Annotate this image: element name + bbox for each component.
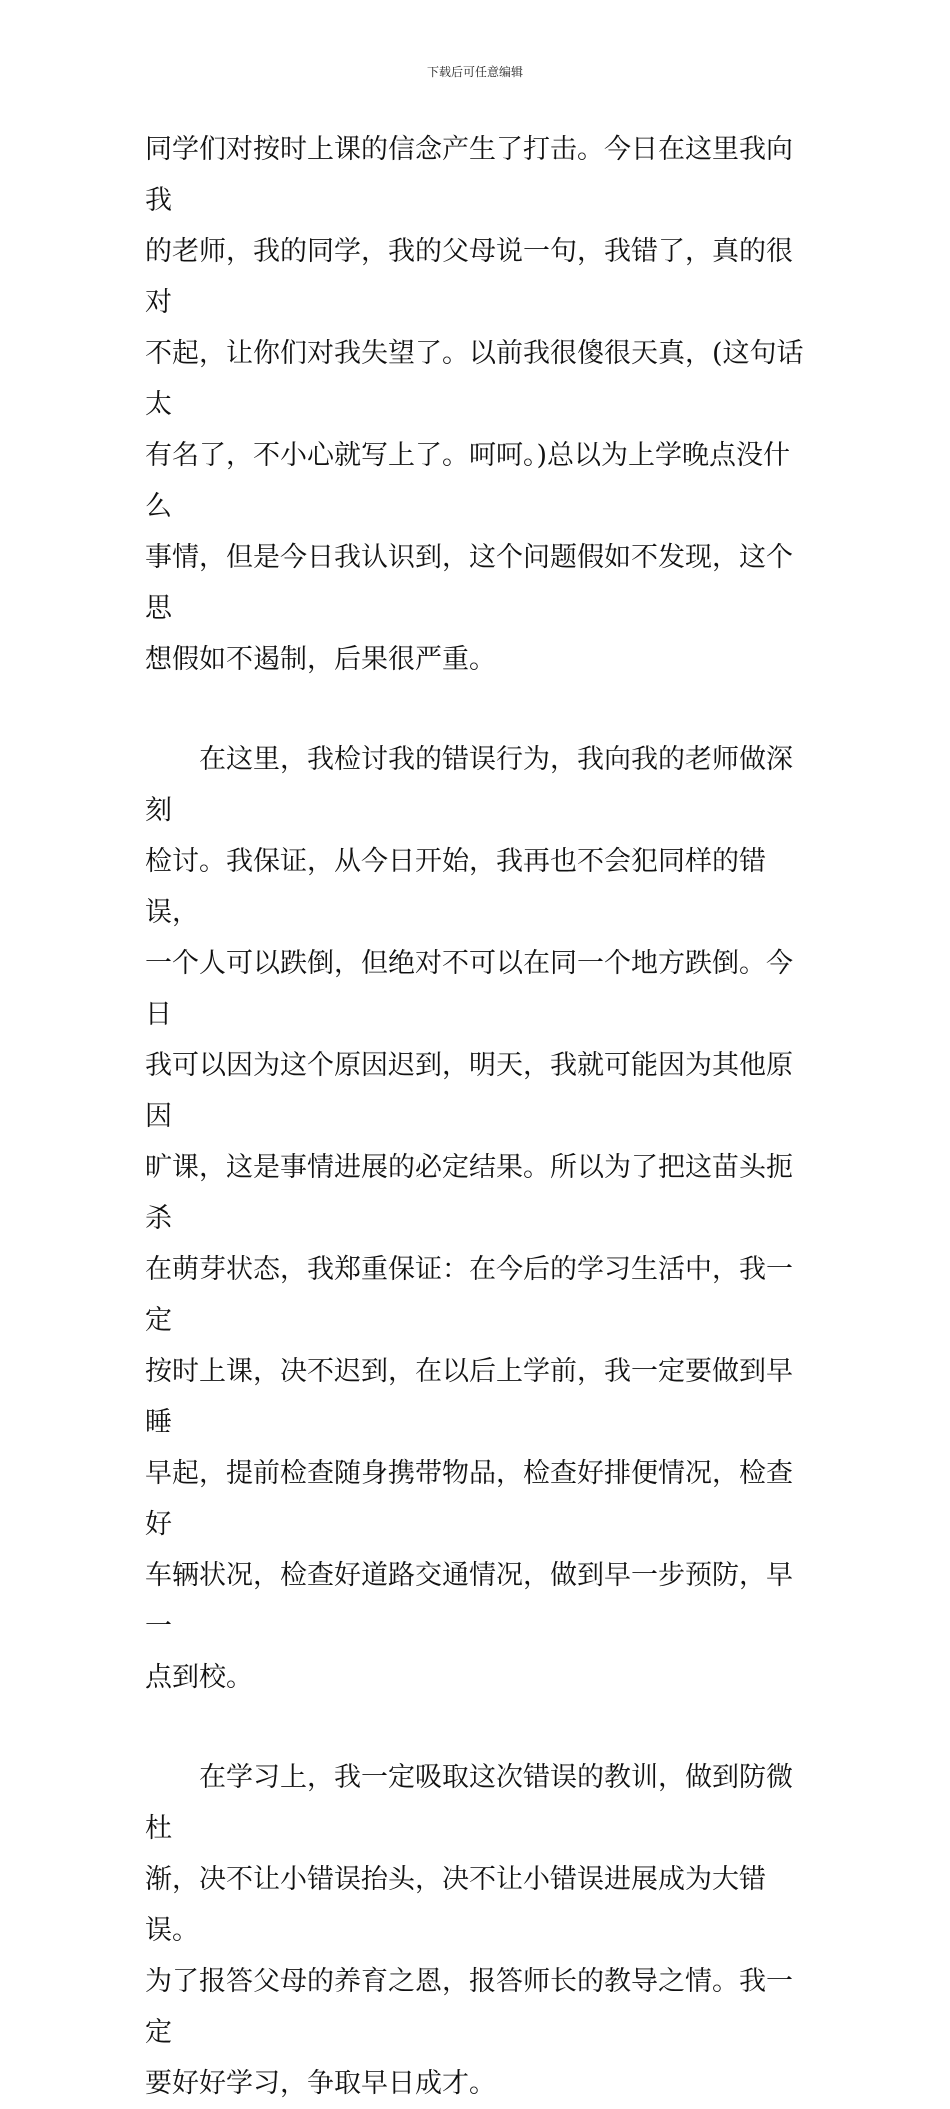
paragraph-2: 在这里，我检讨我的错误行为，我向我的老师做深刻 检讨。我保证，从今日开始，我再也不会犯同样的错误， 一个人可以跌倒，但绝对不可以在同一个地方跌倒。今日 我可以因为这个原因迟到，明天，我就可能因为其他原因 旷课，这是事情进展的必定结果。所以为了把这苗头扼杀 在萌芽状态，我郑重保证：在今后的学习生活中，我一定 按时上课，决不迟到，在以后上学前，我一定要做到早睡 早起，提前检查随身携带物品，检查好排便情况，检查好 车辆状况，检查好道路交通情况，做到早一步预防，早一 点到校。: [145, 744, 793, 1693]
page-header: 下载后可任意编辑: [426, 65, 523, 79]
paragraph-3: 在学习上，我一定吸取这次错误的教训，做到防微杜 渐，决不让小错误抬头，决不让小错误进展成为大错误。 为了报答父母的养育之恩，报答师长的教导之情。我一定 要好好学习，争取早日成才。: [145, 1762, 793, 2099]
document-body: [145, 124, 805, 2109]
paragraph-1: 同学们对按时上课的信念产生了打击。今日在这里我向我 的老师，我的同学，我的父母说一句，我错了，真的很对 不起，让你们对我失望了。以前我很傻很天真，(这句话太 有名了，不小心就写上了。呵呵。)总以为上学晚点没什么 事情，但是今日我认识到，这个问题假如不发现，这个思 想假如不遏制，后果很严重。: [145, 134, 804, 675]
